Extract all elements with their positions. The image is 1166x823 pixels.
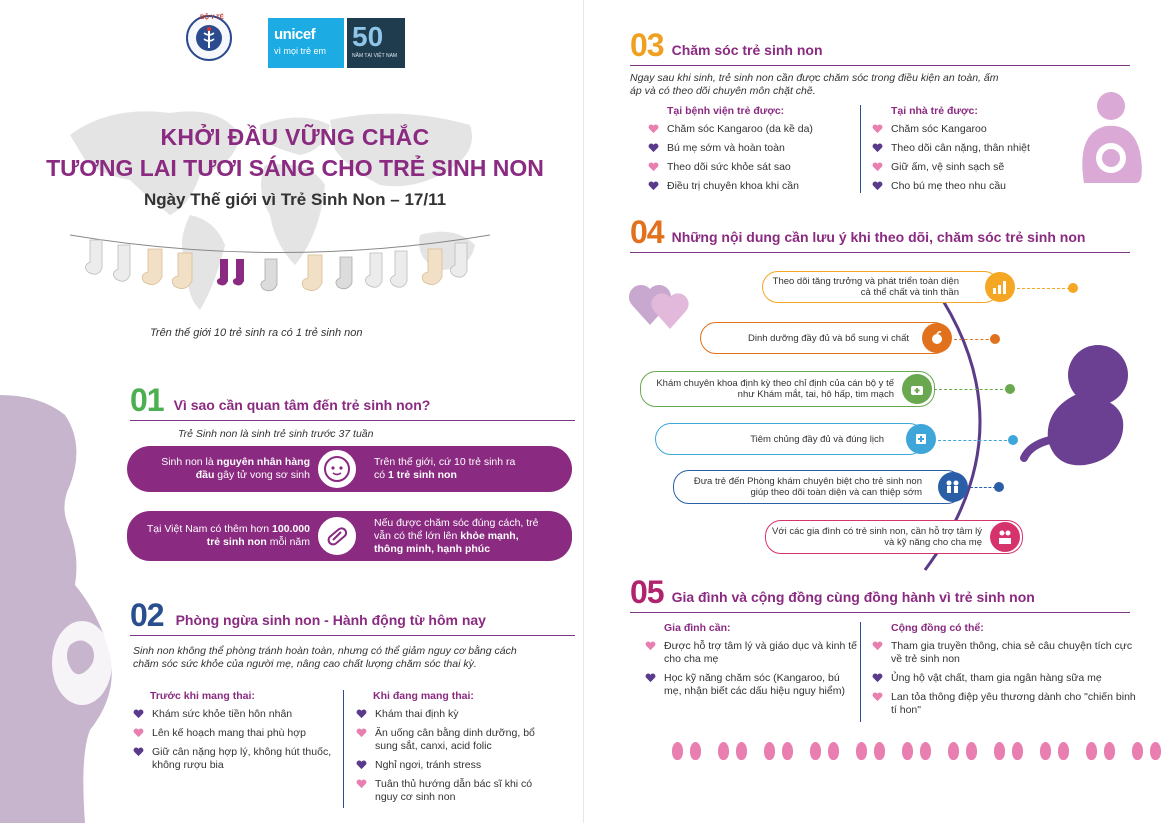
- pregnant-mother-silhouette: [0, 395, 120, 823]
- fact-vietnam: Tại Việt Nam có thêm hơn 100.000 trẻ sinh non mỗi năm: [146, 523, 310, 548]
- care-item-clinic: Đưa trẻ đến Phòng khám chuyên biệt cho trẻ sinh non giúp theo dõi toàn diện và can thiệp sớm: [673, 470, 963, 504]
- connector-dash: [938, 440, 1012, 441]
- hero-caption: Trên thế giới 10 trẻ sinh ra có 1 trẻ sinh non: [150, 327, 363, 339]
- section-04-title: Những nội dung cần lưu ý khi theo dõi, chăm sóc trẻ sinh non: [671, 229, 1086, 245]
- section-02-intro: Sinh non không thể phòng tránh hoàn toàn, nhưng có thể giảm nguy cơ bằng cách chăm sóc sức khỏe của người mẹ, nâng cao chất lượng chăm sóc thai kỳ.: [133, 645, 517, 670]
- list-item: Cho bú mẹ theo nhu cầu: [872, 180, 1062, 193]
- footprint-icon: [672, 742, 683, 760]
- parent-support-icon: [990, 522, 1020, 552]
- heart-icon: [356, 779, 367, 789]
- heart-icon: [872, 692, 883, 702]
- baby-footprints-row: [672, 742, 1161, 760]
- hearts-icon: [628, 275, 692, 331]
- section-04: [630, 215, 1130, 253]
- list-item: Lan tỏa thông điệp yêu thương dành cho "chiến binh tí hon": [872, 691, 1137, 717]
- timeline-dot: [1068, 283, 1078, 293]
- heart-icon: [872, 181, 883, 191]
- list-item: Lên kế hoạch mang thai phù hợp: [133, 727, 338, 740]
- list-item: Theo dõi sức khỏe sát sao: [648, 161, 858, 174]
- footprint-icon: [856, 742, 867, 760]
- section-04-rule: [630, 252, 1130, 253]
- ministry-of-health-logo: [186, 15, 232, 61]
- hospital-care-list: [648, 105, 858, 199]
- baby-face-badge: [314, 446, 360, 492]
- heart-icon: [872, 673, 883, 683]
- fact-world: Trên thế giới, cứ 10 trẻ sinh ra có 1 trẻ sinh non: [374, 456, 516, 481]
- footprint-icon: [1086, 742, 1097, 760]
- before-pregnancy-list: [133, 690, 338, 778]
- list-item: Khám thai định kỳ: [356, 708, 556, 721]
- footprint-icon: [902, 742, 913, 760]
- hero-title-line2: TƯƠNG LAI TƯƠI SÁNG CHO TRẺ SINH NON: [46, 155, 544, 181]
- family-clinic-icon: [938, 472, 968, 502]
- unicef-tagline: vì mọi trẻ em: [274, 46, 327, 56]
- care-item-vaccination: Tiêm chủng đầy đủ và đúng lịch: [655, 423, 925, 455]
- anniversary-logo: [347, 18, 405, 68]
- care-item-nutrition: Dinh dưỡng đầy đủ và bổ sung vi chất: [700, 322, 950, 354]
- home-care-list: [872, 105, 1062, 199]
- during-pregnancy-list: [356, 690, 556, 810]
- list-item: Bú mẹ sớm và hoàn toàn: [648, 142, 858, 155]
- footprint-icon: [1040, 742, 1051, 760]
- footprint-icon: [782, 742, 793, 760]
- section-03-intro: Ngay sau khi sinh, trẻ sinh non cần được chăm sóc trong điều kiện an toàn, ấm áp và có theo dõi chuyên môn chặt chẽ.: [630, 72, 999, 97]
- section-01-intro: Trẻ Sinh non là sinh trẻ sinh trước 37 tuần: [178, 428, 374, 440]
- list-item: Điều trị chuyên khoa khi cần: [648, 180, 858, 193]
- section-02-rule: [130, 635, 575, 636]
- section-02-title: Phòng ngừa sinh non - Hành động từ hôm nay: [175, 612, 486, 628]
- section-01-title: Vì sao cần quan tâm đến trẻ sinh non?: [173, 397, 431, 413]
- connector-dash: [1017, 288, 1075, 289]
- unicef-name: unicef: [274, 26, 316, 43]
- footprint-icon: [994, 742, 1005, 760]
- footprint-icon: [948, 742, 959, 760]
- before-pregnancy-title: Trước khi mang thai:: [150, 690, 255, 702]
- anniversary-number: 50: [352, 21, 384, 52]
- section-03: [630, 28, 1130, 66]
- footprint-icon: [920, 742, 931, 760]
- heart-icon: [648, 124, 659, 134]
- list-item: Tham gia truyền thông, chia sẻ câu chuyện tích cực về trẻ sinh non: [872, 640, 1137, 666]
- heart-icon: [872, 162, 883, 172]
- section-02-number: 02: [130, 597, 164, 633]
- heart-icon: [133, 709, 144, 719]
- section-05-title: Gia đình và cộng đồng cùng đồng hành vì trẻ sinh non: [671, 589, 1035, 605]
- list-item: Được hỗ trợ tâm lý và giáo dục và kinh tế cho cha mẹ: [645, 640, 860, 666]
- list-item: Nghỉ ngơi, tránh stress: [356, 759, 556, 772]
- heart-icon: [648, 143, 659, 153]
- section-03-rule: [630, 65, 1130, 66]
- caduceus-icon: [194, 23, 224, 53]
- care-item-growth: Theo dõi tăng trưởng và phát triển toàn diện cả thể chất và tinh thần: [762, 271, 1000, 303]
- footprint-icon: [764, 742, 775, 760]
- column-divider: [860, 622, 861, 722]
- footprint-icon: [718, 742, 729, 760]
- section-02: [130, 598, 575, 636]
- list-item: Ăn uống cân bằng dinh dưỡng, bổ sung sắt, canxi, acid folic: [356, 727, 556, 753]
- section-01-number: 01: [130, 382, 164, 418]
- list-item: Giữ cân nặng hợp lý, không hút thuốc, không rượu bia: [133, 746, 338, 772]
- heart-icon: [872, 143, 883, 153]
- breastfeeding-mother-icon: [1066, 88, 1146, 188]
- footprint-icon: [1058, 742, 1069, 760]
- family-needs-list: [645, 622, 860, 704]
- fact-care: Nếu được chăm sóc đúng cách, trẻ vẫn có thể lớn lên khỏe mạnh, thông minh, hạnh phúc: [374, 516, 539, 555]
- footprint-icon: [1104, 742, 1115, 760]
- moh-label: BỘ Y TẾ: [200, 15, 224, 21]
- heart-icon: [356, 709, 367, 719]
- footprint-icon: [828, 742, 839, 760]
- footprint-icon: [736, 742, 747, 760]
- heart-icon: [356, 760, 367, 770]
- section-01-rule: [130, 420, 575, 421]
- heart-icon: [356, 728, 367, 738]
- heart-icon: [133, 728, 144, 738]
- section-05-number: 05: [630, 574, 664, 610]
- fact-cause: Sinh non là nguyên nhân hàng đầu gây tử vong sơ sinh: [161, 456, 310, 481]
- section-05-rule: [630, 612, 1130, 613]
- heart-icon: [648, 162, 659, 172]
- section-04-number: 04: [630, 214, 664, 250]
- hero-title-block: [40, 124, 550, 210]
- section-05: [630, 575, 1130, 613]
- unicef-logo: [268, 18, 344, 68]
- capsule-icon: [323, 522, 351, 550]
- footprint-icon: [810, 742, 821, 760]
- list-item: Chăm sóc Kangaroo (da kề da): [648, 123, 858, 136]
- footprint-icon: [1012, 742, 1023, 760]
- timeline-dot: [1008, 435, 1018, 445]
- medical-bag-icon: [902, 374, 932, 404]
- anniversary-text: NĂM TẠI VIỆT NAM: [352, 53, 398, 59]
- community-actions-list: [872, 622, 1137, 723]
- section-01: [130, 383, 575, 421]
- during-pregnancy-title: Khi đang mang thai:: [373, 690, 474, 702]
- footprint-icon: [690, 742, 701, 760]
- vaccine-icon: [906, 424, 936, 454]
- list-item: Học kỹ năng chăm sóc (Kangaroo, bú mẹ, nhận biết các dấu hiệu nguy hiểm): [645, 672, 860, 698]
- heart-icon: [645, 641, 656, 651]
- heart-icon: [645, 673, 656, 683]
- list-item: Khám sức khỏe tiền hôn nhân: [133, 708, 338, 721]
- home-care-title: Tại nhà trẻ được:: [891, 105, 978, 117]
- hero-title-line1: KHỞI ĐẦU VỮNG CHẮC: [160, 124, 430, 150]
- heart-icon: [648, 181, 659, 191]
- list-item: Ủng hộ vật chất, tham gia ngân hàng sữa mẹ: [872, 672, 1137, 685]
- community-actions-title: Cộng đồng có thể:: [891, 622, 984, 634]
- list-item: Giữ ấm, vệ sinh sạch sẽ: [872, 161, 1062, 174]
- column-divider: [860, 105, 861, 193]
- growth-chart-icon: [985, 272, 1015, 302]
- baby-face-icon: [323, 455, 351, 483]
- care-item-specialist: Khám chuyên khoa định kỳ theo chỉ định của cán bộ y tế như Khám mắt, tai, hô hấp, tim mạch: [640, 371, 935, 407]
- footprint-icon: [1150, 742, 1161, 760]
- list-item: Theo dõi cân nặng, thân nhiệt: [872, 142, 1062, 155]
- family-needs-title: Gia đình cần:: [664, 622, 731, 634]
- heart-icon: [133, 747, 144, 757]
- heart-icon: [872, 641, 883, 651]
- hero-subtitle: Ngày Thế giới vì Trẻ Sinh Non – 17/11: [143, 190, 447, 209]
- care-item-support: Với các gia đình có trẻ sinh non, cần hỗ trợ tâm lý và kỹ năng cho cha mẹ: [765, 520, 1023, 554]
- hospital-care-title: Tại bệnh viện trẻ được:: [667, 105, 785, 117]
- timeline-dot: [994, 482, 1004, 492]
- pill-capsule-badge: [314, 513, 360, 559]
- page-fold: [583, 0, 584, 823]
- footprint-icon: [1132, 742, 1143, 760]
- timeline-dot: [1005, 384, 1015, 394]
- nutrition-icon: [922, 323, 952, 353]
- section-03-title: Chăm sóc trẻ sinh non: [671, 42, 823, 58]
- section-03-number: 03: [630, 27, 664, 63]
- heart-icon: [872, 124, 883, 134]
- timeline-dot: [990, 334, 1000, 344]
- connector-dash: [970, 487, 996, 488]
- footprint-icon: [874, 742, 885, 760]
- column-divider: [343, 690, 344, 808]
- connector-dash: [934, 389, 1008, 390]
- list-item: Chăm sóc Kangaroo: [872, 123, 1062, 136]
- list-item: Tuân thủ hướng dẫn bác sĩ khi có nguy cơ sinh non: [356, 778, 556, 804]
- clothesline-socks-illustration: [70, 225, 500, 315]
- fetus-illustration: [1020, 340, 1135, 475]
- connector-dash: [954, 339, 994, 340]
- footprint-icon: [966, 742, 977, 760]
